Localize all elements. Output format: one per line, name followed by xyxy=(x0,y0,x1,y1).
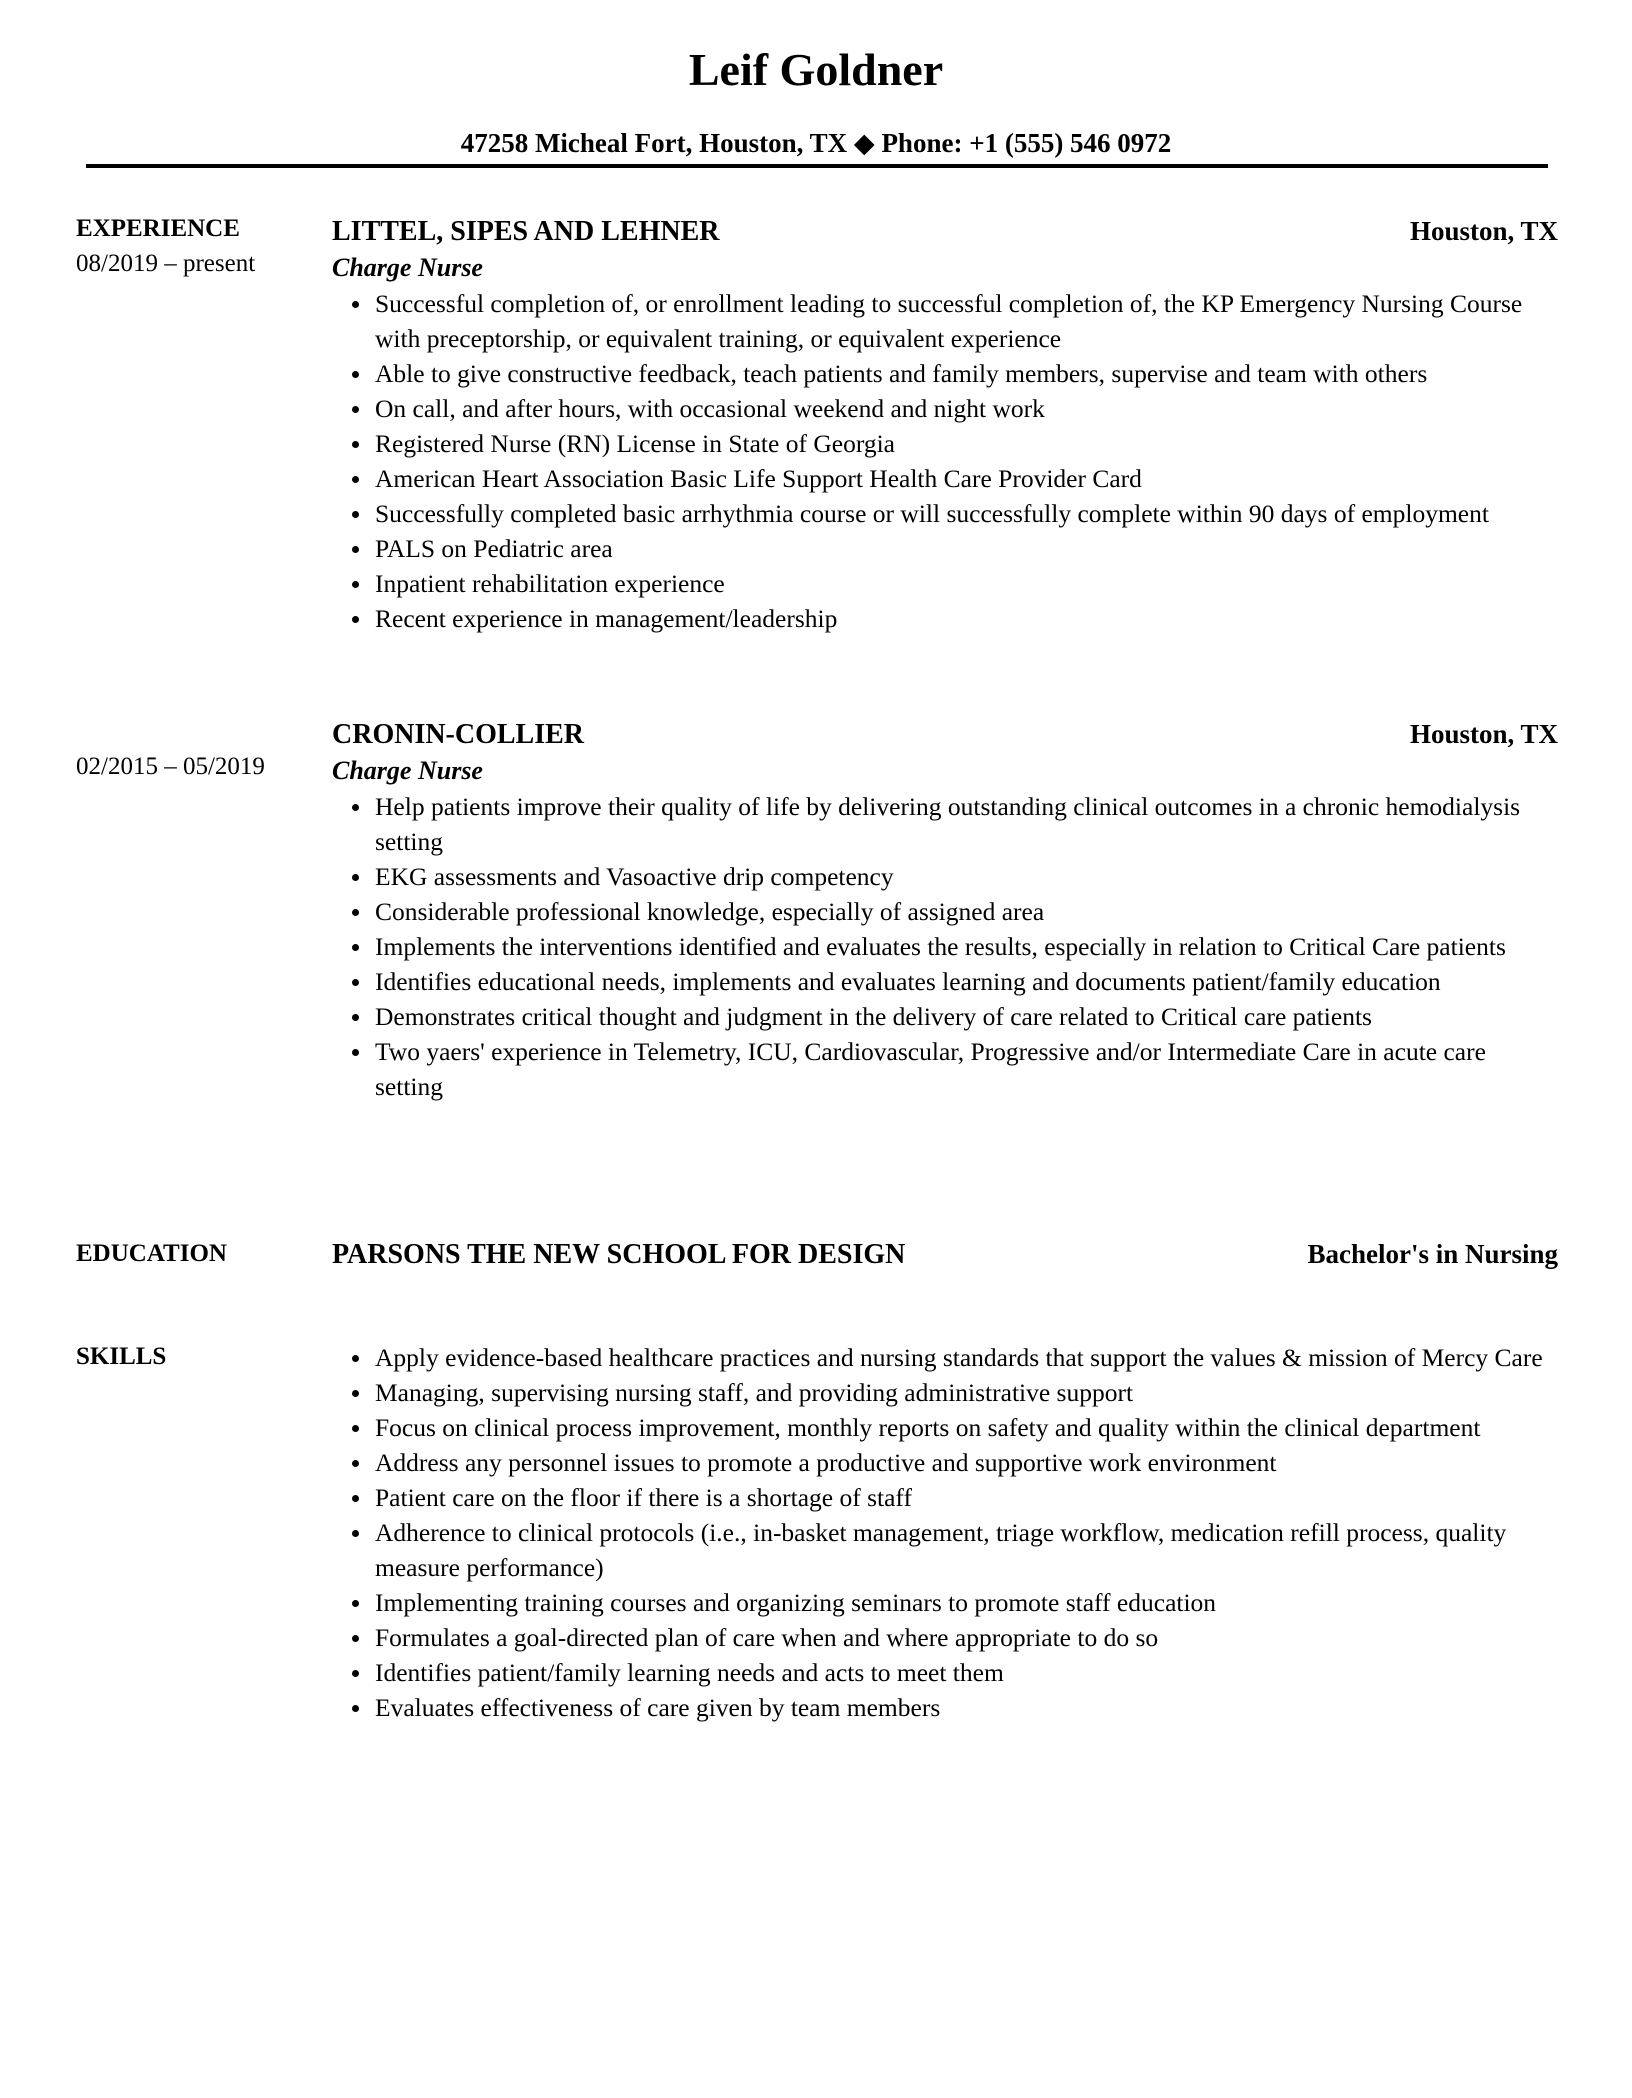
education-degree: Bachelor's in Nursing xyxy=(1307,1239,1558,1269)
list-item: American Heart Association Basic Life Support Health Care Provider Card xyxy=(332,461,1558,496)
list-item: Implements the interventions identified and evaluates the results, especially in relation to Critical Care patients xyxy=(332,929,1558,964)
list-item: Focus on clinical process improvement, monthly reports on safety and quality within the clinical department xyxy=(332,1410,1558,1445)
list-item: Address any personnel issues to promote a productive and supportive work environment xyxy=(332,1445,1558,1480)
education-entry xyxy=(332,1236,1558,1273)
list-item: Identifies educational needs, implements and evaluates learning and documents patient/family education xyxy=(332,964,1558,999)
job-1-company: LITTEL, SIPES AND LEHNER xyxy=(332,216,720,247)
education-header xyxy=(332,1236,1558,1273)
list-item: Formulates a goal-directed plan of care when and where appropriate to do so xyxy=(332,1620,1558,1655)
list-item: Demonstrates critical thought and judgment in the delivery of care related to Critical care patients xyxy=(332,999,1558,1034)
job-2-location: Houston, TX xyxy=(1409,719,1558,749)
contact-line: 47258 Micheal Fort, Houston, TX ◆ Phone: +1 (555) 546 0972 xyxy=(460,128,1172,158)
job-2-header xyxy=(332,716,1558,753)
list-item: Successfully completed basic arrhythmia course or will successfully complete within 90 days of employment xyxy=(332,496,1558,531)
list-item: EKG assessments and Vasoactive drip competency xyxy=(332,859,1558,894)
list-item: Apply evidence-based healthcare practices and nursing standards that support the values & mission of Mercy Care xyxy=(332,1340,1558,1375)
job-1-title: Charge Nurse xyxy=(332,253,483,282)
skills-list-block xyxy=(332,1340,1558,1725)
skills-heading: SKILLS xyxy=(76,1343,167,1370)
list-item: Identifies patient/family learning needs and acts to meet them xyxy=(332,1655,1558,1690)
job-2-bullets xyxy=(332,789,1558,1104)
list-item: Evaluates effectiveness of care given by team members xyxy=(332,1690,1558,1725)
list-item: Inpatient rehabilitation experience xyxy=(332,566,1558,601)
list-item: Help patients improve their quality of life by delivering outstanding clinical outcomes in a chronic hemodialysis setting xyxy=(332,789,1558,859)
job-1-location: Houston, TX xyxy=(1409,216,1558,246)
job-1 xyxy=(332,213,1558,636)
education-school: PARSONS THE NEW SCHOOL FOR DESIGN xyxy=(332,1239,906,1270)
job-2-title: Charge Nurse xyxy=(332,756,483,785)
list-item: PALS on Pediatric area xyxy=(332,531,1558,566)
job-1-dates: 08/2019 – present xyxy=(76,250,256,277)
list-item: Implementing training courses and organizing seminars to promote staff education xyxy=(332,1585,1558,1620)
list-item: Adherence to clinical protocols (i.e., in-basket management, triage workflow, medication refill process, quality measure performance) xyxy=(332,1515,1558,1585)
skills-bullets xyxy=(332,1340,1558,1725)
list-item: Registered Nurse (RN) License in State of Georgia xyxy=(332,426,1558,461)
list-item: Considerable professional knowledge, especially of assigned area xyxy=(332,894,1558,929)
job-1-header xyxy=(332,213,1558,250)
experience-heading: EXPERIENCE xyxy=(76,215,240,242)
list-item: Able to give constructive feedback, teach patients and family members, supervise and team with others xyxy=(332,356,1558,391)
header-divider xyxy=(86,164,1548,168)
list-item: Managing, supervising nursing staff, and providing administrative support xyxy=(332,1375,1558,1410)
job-2-company: CRONIN-COLLIER xyxy=(332,719,585,750)
list-item: Successful completion of, or enrollment leading to successful completion of, the KP Emergency Nursing Course with preceptorship, or equivalent training, or equivalent experience xyxy=(332,286,1558,356)
list-item: Patient care on the floor if there is a shortage of staff xyxy=(332,1480,1558,1515)
job-2-dates: 02/2015 – 05/2019 xyxy=(76,753,265,780)
candidate-name: Leif Goldner xyxy=(688,44,944,95)
list-item: Two yaers' experience in Telemetry, ICU, Cardiovascular, Progressive and/or Intermediate Care in acute care setting xyxy=(332,1034,1558,1104)
list-item: On call, and after hours, with occasional weekend and night work xyxy=(332,391,1558,426)
list-item: Recent experience in management/leadership xyxy=(332,601,1558,636)
education-heading: EDUCATION xyxy=(76,1240,227,1267)
job-1-bullets xyxy=(332,286,1558,636)
job-2 xyxy=(332,716,1558,1104)
